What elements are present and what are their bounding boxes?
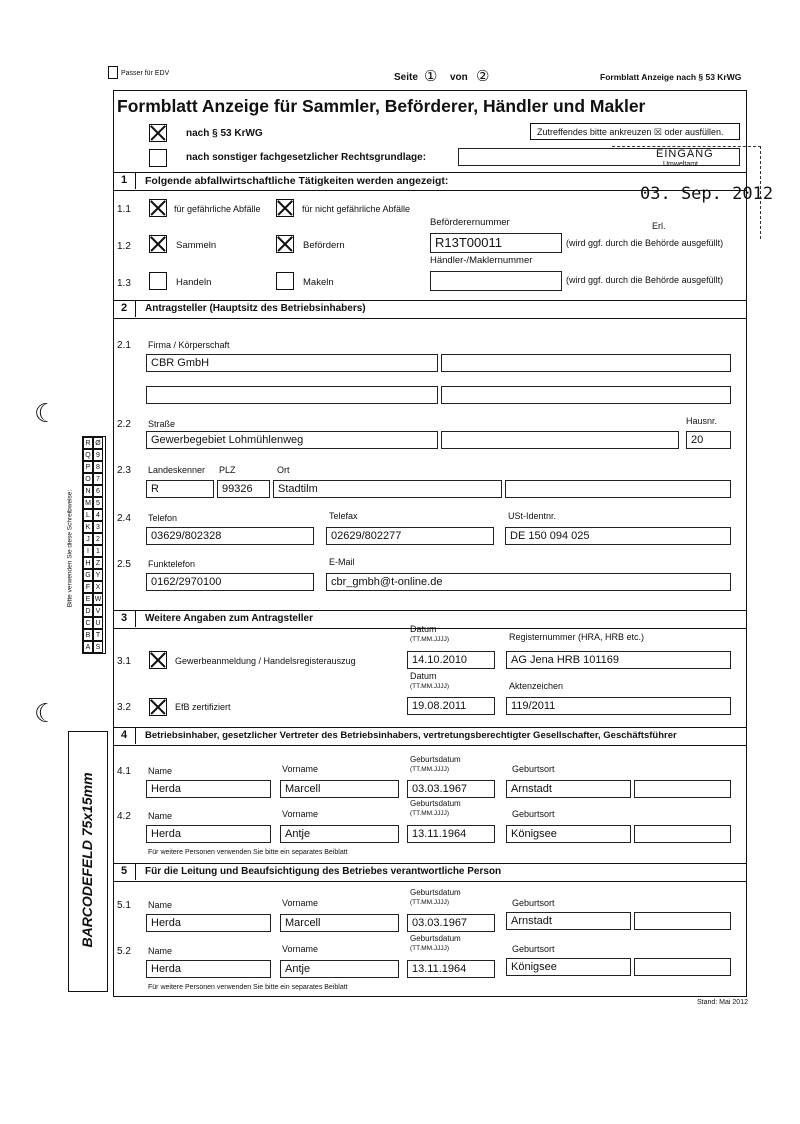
passer-label: Passer für EDV [121, 70, 170, 77]
name-label: Name [148, 766, 173, 776]
geburtsort-field[interactable]: Arnstadt [506, 780, 631, 798]
grid-cell: X [93, 581, 103, 593]
grid-cell: M [83, 497, 93, 509]
sammeln-label: Sammeln [176, 240, 217, 251]
grid-row [83, 497, 105, 509]
gewerbe-label: Gewerbeanmeldung / Handelsregisterauszug [175, 656, 356, 666]
grid-cell: Z [93, 557, 103, 569]
firma-field[interactable]: CBR GmbH [146, 354, 438, 372]
section-4-title: Betriebsinhaber, gesetzlicher Vertreter des Betriebsinhabers, vertretungsberechtigter Gesellschafter, Geschäftsführer [145, 730, 677, 741]
geburtsdatum-field[interactable]: 03.03.1967 [407, 914, 495, 932]
geburtsdatum-format: (TT.MM.JJJJ) [410, 810, 449, 817]
grid-cell: D [83, 605, 93, 617]
grid-cell: R [83, 437, 93, 449]
ort-field[interactable]: Stadtilm [273, 480, 502, 498]
grid-cell: 7 [93, 473, 103, 485]
firma-field-3[interactable] [146, 386, 438, 404]
geburtsdatum-format: (TT.MM.JJJJ) [410, 766, 449, 773]
behoerde-note-1: (wird ggf. durch die Behörde ausgefüllt) [566, 238, 724, 248]
grid-row [83, 545, 105, 557]
grid-cell: E [83, 593, 93, 605]
barcode-label: BARCODEFELD 75x15mm [79, 772, 95, 948]
firma-label: Firma / Körperschaft [148, 340, 230, 350]
other-basis-label: nach sonstiger fachgesetzlicher Rechtsgrundlage: [186, 152, 427, 163]
section-5-number: 5 [113, 863, 136, 880]
section-1-title: Folgende abfallwirtschaftliche Tätigkeiten werden angezeigt: [145, 175, 449, 187]
haendlernummer-label: Händler-/Maklernummer [430, 255, 533, 266]
haendlernummer-field[interactable] [430, 271, 562, 291]
ort-field-2[interactable] [505, 480, 731, 498]
seite-label: Seite [394, 72, 418, 83]
grid-cell: J [83, 533, 93, 545]
funktelefon-field[interactable]: 0162/2970100 [146, 573, 314, 591]
geburtsdatum-label: Geburtsdatum [410, 799, 461, 808]
grid-cell: V [93, 605, 103, 617]
stand-footer: Stand: Mai 2012 [697, 999, 748, 1006]
email-field[interactable]: cbr_gmbh@t-online.de [326, 573, 731, 591]
strasse-field-2[interactable] [441, 431, 679, 449]
datum-label: Datum [410, 671, 437, 681]
grid-row [83, 521, 105, 533]
gewerbe-datum-field[interactable]: 14.10.2010 [407, 651, 495, 669]
telefax-label: Telefax [329, 511, 358, 521]
vorname-field[interactable]: Marcell [280, 780, 399, 798]
telefax-field[interactable]: 02629/802277 [326, 527, 494, 545]
befoerderernummer-label: Beförderernummer [430, 217, 510, 228]
name-field[interactable]: Herda [146, 914, 271, 932]
landeskenner-field[interactable]: R [146, 480, 214, 498]
ust-label: USt-Identnr. [508, 511, 557, 521]
strasse-label: Straße [148, 419, 176, 429]
row-number: 4.2 [117, 811, 131, 822]
behoerde-note-2: (wird ggf. durch die Behörde ausgefüllt) [566, 275, 724, 285]
efb-label: EfB zertifiziert [175, 702, 231, 712]
grid-row [83, 509, 105, 521]
geburtsort-label: Geburtsort [512, 898, 555, 908]
writing-style-hint: Bitte verwenden Sie diese Schreibweise: [66, 489, 74, 608]
section-2-title: Antragsteller (Hauptsitz des Betriebsinhabers) [145, 303, 366, 314]
registernummer-field[interactable]: AG Jena HRB 101169 [506, 651, 731, 669]
vorname-field[interactable]: Antje [280, 960, 399, 978]
krwg-label: nach § 53 KrWG [186, 128, 263, 139]
geburtsdatum-field[interactable]: 13.11.1964 [407, 960, 495, 978]
plz-label: PLZ [219, 465, 236, 475]
geburtsort-field[interactable]: Königsee [506, 958, 631, 976]
grid-row [83, 605, 105, 617]
krwg-checkbox[interactable] [149, 124, 167, 142]
grid-cell: K [83, 521, 93, 533]
grid-cell: G [83, 569, 93, 581]
geburtsdatum-label: Geburtsdatum [410, 755, 461, 764]
writing-style-grid [82, 436, 106, 654]
vorname-field[interactable]: Marcell [280, 914, 399, 932]
geburtsdatum-label: Geburtsdatum [410, 934, 461, 943]
grid-cell: 4 [93, 509, 103, 521]
row-number: 1.1 [117, 204, 131, 215]
seite-number: ① [424, 68, 438, 85]
grid-cell: 6 [93, 485, 103, 497]
efb-datum-field[interactable]: 19.08.2011 [407, 697, 495, 715]
sammeln-checkbox[interactable] [149, 235, 167, 253]
datum-format: (TT.MM.JJJJ) [410, 636, 449, 643]
vorname-field[interactable]: Antje [280, 825, 399, 843]
geburtsort-field[interactable]: Königsee [506, 825, 631, 843]
page-title: Formblatt Anzeige für Sammler, Beförderer, Händler und Makler [117, 96, 646, 116]
grid-cell: 2 [93, 533, 103, 545]
grid-row [83, 641, 105, 653]
stamp-subtitle: Umweltamt [663, 161, 699, 168]
ort-label: Ort [277, 465, 290, 475]
section-2-number: 2 [113, 300, 136, 317]
geburtsort-field[interactable]: Arnstadt [506, 912, 631, 930]
punch-hole-icon: ☾ [34, 698, 58, 728]
telefon-label: Telefon [148, 513, 178, 523]
geburtsort-field-2[interactable] [634, 780, 731, 798]
section-3-title: Weitere Angaben zum Antragsteller [145, 613, 313, 624]
grid-row [83, 593, 105, 605]
aktenzeichen-field[interactable]: 119/2011 [506, 697, 731, 715]
datum-format: (TT.MM.JJJJ) [410, 683, 449, 690]
grid-cell: S [93, 641, 103, 653]
makeln-label: Makeln [303, 277, 334, 288]
grid-row [83, 461, 105, 473]
grid-cell: F [83, 581, 93, 593]
grid-cell: N [83, 485, 93, 497]
aktenzeichen-label: Aktenzeichen [509, 681, 564, 691]
passer-checkbox[interactable] [108, 66, 118, 79]
grid-cell: T [93, 629, 103, 641]
geburtsdatum-field[interactable]: 03.03.1967 [407, 780, 495, 798]
grid-cell: P [83, 461, 93, 473]
row-number: 3.2 [117, 702, 131, 713]
makeln-checkbox[interactable] [276, 272, 294, 290]
row-number: 4.1 [117, 766, 131, 777]
email-label: E-Mail [329, 557, 355, 567]
grid-cell: Q [83, 449, 93, 461]
grid-cell: B [83, 629, 93, 641]
datum-label: Datum [410, 624, 437, 634]
row-number: 2.1 [117, 340, 131, 351]
geburtsort-label: Geburtsort [512, 944, 555, 954]
grid-cell: 9 [93, 449, 103, 461]
row-number: 2.5 [117, 559, 131, 570]
row-number: 5.2 [117, 946, 131, 957]
befoerdern-label: Befördern [303, 240, 345, 251]
grid-cell: Y [93, 569, 103, 581]
form-title-right: Formblatt Anzeige nach § 53 KrWG [600, 72, 742, 82]
gewerbe-checkbox[interactable] [149, 651, 167, 669]
grid-cell: O [83, 473, 93, 485]
section-3-number: 3 [113, 610, 136, 627]
befoerdern-checkbox[interactable] [276, 235, 294, 253]
vorname-label: Vorname [282, 944, 319, 954]
section-4-number: 4 [113, 727, 136, 744]
stamp-date: 03. Sep. 2012 [640, 184, 774, 204]
geburtsdatum-field[interactable]: 13.11.1964 [407, 825, 495, 843]
stamp-erl: Erl. [652, 221, 666, 231]
geburtsort-field-2[interactable] [634, 958, 731, 976]
grid-row [83, 533, 105, 545]
strasse-field[interactable]: Gewerbegebiet Lohmühlenweg [146, 431, 438, 449]
name-label: Name [148, 900, 173, 910]
geburtsort-field-2[interactable] [634, 912, 731, 930]
firma-field-4[interactable] [441, 386, 731, 404]
ust-field[interactable]: DE 150 094 025 [505, 527, 731, 545]
name-label: Name [148, 946, 173, 956]
grid-row [83, 629, 105, 641]
grid-row [83, 473, 105, 485]
grid-row [83, 581, 105, 593]
vorname-label: Vorname [282, 809, 319, 819]
grid-cell: 8 [93, 461, 103, 473]
row-number: 2.2 [117, 419, 131, 430]
seite-total: ② [476, 68, 490, 85]
name-label: Name [148, 811, 173, 821]
geburtsdatum-label: Geburtsdatum [410, 888, 461, 897]
grid-cell: C [83, 617, 93, 629]
grid-row [83, 569, 105, 581]
handeln-label: Handeln [176, 277, 212, 288]
punch-hole-icon: ☾ [34, 398, 58, 428]
registernummer-label: Registernummer (HRA, HRB etc.) [509, 632, 645, 642]
name-field[interactable]: Herda [146, 780, 271, 798]
grid-cell: Ø [93, 437, 103, 449]
grid-cell: U [93, 617, 103, 629]
grid-cell: H [83, 557, 93, 569]
handeln-checkbox[interactable] [149, 272, 167, 290]
section-5-title: Für die Leitung und Beaufsichtigung des Betriebes verantwortliche Person [145, 866, 502, 877]
hausnr-field[interactable]: 20 [686, 431, 731, 449]
geburtsdatum-format: (TT.MM.JJJJ) [410, 899, 449, 906]
row-number: 1.2 [117, 241, 131, 252]
gefaehrlich-label: für gefährliche Abfälle [174, 204, 261, 214]
plz-field[interactable]: 99326 [217, 480, 270, 498]
row-number: 3.1 [117, 656, 131, 667]
efb-checkbox[interactable] [149, 698, 167, 716]
firma-field-2[interactable] [441, 354, 731, 372]
nicht-gefaehrlich-label: für nicht gefährliche Abfälle [302, 204, 411, 214]
grid-row [83, 449, 105, 461]
vorname-label: Vorname [282, 764, 319, 774]
nicht-gefaehrlich-checkbox[interactable] [276, 199, 294, 217]
row-number: 1.3 [117, 278, 131, 289]
beiblatt-note: Für weitere Personen verwenden Sie bitte ein separates Beiblatt [148, 984, 348, 991]
befoerderernummer-field[interactable]: R13T00011 [430, 233, 562, 253]
name-field[interactable]: Herda [146, 825, 271, 843]
row-number: 2.3 [117, 465, 131, 476]
row-number: 2.4 [117, 513, 131, 524]
vorname-label: Vorname [282, 898, 319, 908]
grid-cell: 1 [93, 545, 103, 557]
hausnr-label: Hausnr. [686, 416, 718, 426]
telefon-field[interactable]: 03629/802328 [146, 527, 314, 545]
beiblatt-note: Für weitere Personen verwenden Sie bitte ein separates Beiblatt [148, 849, 348, 856]
geburtsdatum-format: (TT.MM.JJJJ) [410, 945, 449, 952]
grid-row [83, 437, 105, 449]
geburtsort-label: Geburtsort [512, 764, 555, 774]
name-field[interactable]: Herda [146, 960, 271, 978]
grid-row [83, 485, 105, 497]
grid-cell: 5 [93, 497, 103, 509]
grid-row [83, 617, 105, 629]
other-basis-checkbox[interactable] [149, 149, 167, 167]
funktelefon-label: Funktelefon [148, 559, 196, 569]
grid-row [83, 557, 105, 569]
grid-cell: I [83, 545, 93, 557]
grid-cell: L [83, 509, 93, 521]
grid-cell: W [93, 593, 103, 605]
gefaehrlich-checkbox[interactable] [149, 199, 167, 217]
grid-cell: 3 [93, 521, 103, 533]
geburtsort-label: Geburtsort [512, 809, 555, 819]
landeskenner-label: Landeskenner [148, 465, 206, 475]
grid-cell: A [83, 641, 93, 653]
von-label: von [450, 72, 468, 83]
hint-text: Zutreffendes bitte ankreuzen ☒ oder ausfüllen. [537, 127, 724, 137]
geburtsort-field-2[interactable] [634, 825, 731, 843]
stamp-title: EINGANG [656, 148, 714, 160]
section-1-number: 1 [113, 172, 136, 189]
row-number: 5.1 [117, 900, 131, 911]
